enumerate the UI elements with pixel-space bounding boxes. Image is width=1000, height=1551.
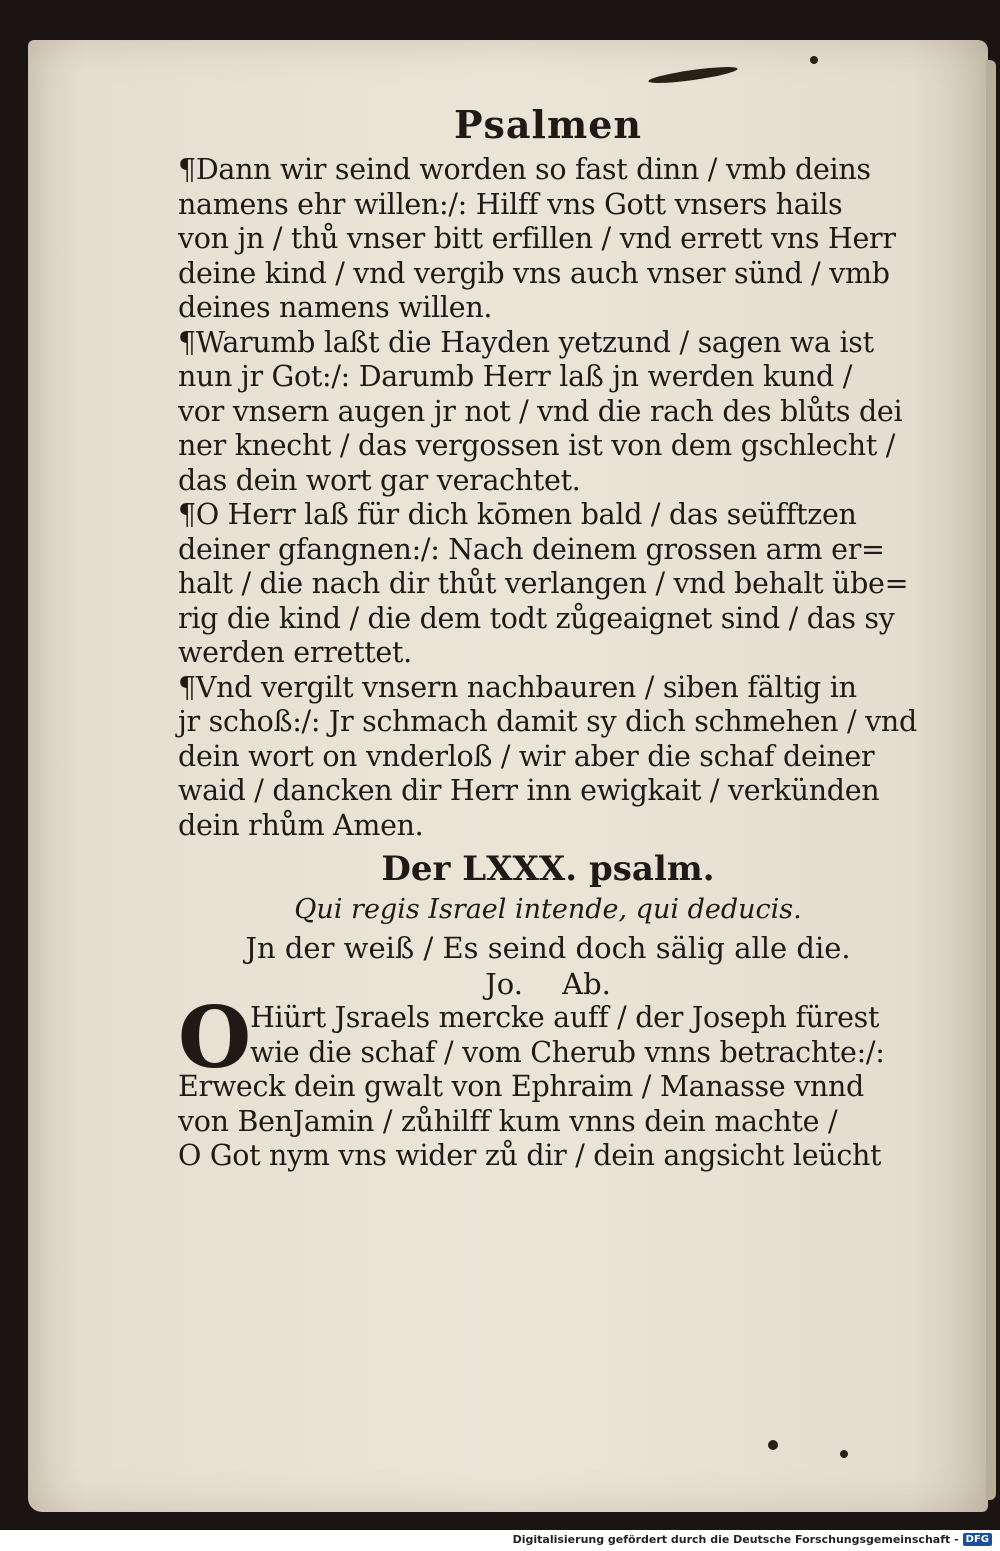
tune-note: Jn der weiß / Es seind doch sälig alle die. [245, 931, 851, 965]
text-line: namens ehr willen:/: Hilff vns Gott vnsers hails [178, 187, 843, 221]
text-line: halt / die nach dir thůt verlangen / vnd behalt übe= [178, 567, 909, 600]
stanza-2 [178, 326, 918, 499]
text-line: ¶Vnd vergilt vnsern nachbauren / siben fältig in [178, 670, 857, 704]
latin-incipit: Qui regis Israel intende, qui deducis. [294, 894, 802, 925]
text-line: werden errettet. [178, 636, 412, 669]
text-line: das dein wort gar verachtet. [178, 463, 581, 497]
drop-cap: O [178, 988, 252, 1087]
funding-credit: Digitalisierung gefördert durch die Deutsche Forschungsgemeinschaft - [512, 1532, 959, 1546]
psalm-title: Der LXXX. psalm. [381, 849, 715, 889]
book-page [28, 40, 988, 1512]
text-line: ner knecht / das vergossen ist von dem gschlecht / [178, 429, 896, 462]
text-line: vor vnsern augen jr not / vnd die rach des blůts dei [178, 394, 903, 428]
page-edge [986, 60, 996, 1500]
text-line: Erweck dein gwalt von Ephraim / Manasse vnnd [178, 1070, 864, 1103]
text-line: nun jr Got:/: Darumb Herr laß jn werden kund / [178, 360, 853, 393]
text-line: ¶O Herr laß für dich kōmen bald / das seüfftzen [178, 498, 857, 531]
page-text [178, 102, 918, 1174]
text-line: dein rhům Amen. [178, 808, 424, 842]
text-line: O Got nym vns wider zů dir / dein angsicht leücht [178, 1139, 882, 1172]
text-line: Hiürt Jsraels mercke auff / der Joseph fürest [250, 1001, 880, 1034]
text-line: dein wort on vnderloß / wir aber die schaf deiner [178, 739, 875, 773]
text-line: deines namens willen. [178, 291, 493, 324]
text-line: rig die kind / die dem todt zůgeaignet sind / das sy [178, 601, 895, 635]
dfg-logo: DFG [963, 1533, 992, 1546]
stanza-4 [178, 671, 918, 844]
text-line: ¶Dann wir seind worden so fast dinn / vmb deins [178, 153, 871, 186]
paper-damage [840, 1450, 848, 1458]
text-line: deiner gfangnen:/: Nach deinem grossen arm er= [178, 532, 885, 566]
paper-damage [810, 56, 818, 64]
text-line: ¶Warumb laßt die Hayden yetzund / sagen wa ist [178, 325, 874, 359]
funding-footer [513, 1530, 992, 1548]
text-line: jr schoß:/: Jr schmach damit sy dich schmehen / vnd [178, 705, 917, 738]
text-line: deine kind / vnd vergib vns auch vnser sünd / vmb [178, 256, 890, 290]
voice-parts: Jo. Ab. [485, 967, 611, 1001]
text-line: von jn / thů vnser bitt erfillen / vnd errett vns Herr [178, 222, 896, 255]
running-header: Psalmen [453, 102, 643, 147]
text-line: von BenJamin / zůhilff kum vnns dein machte / [178, 1104, 838, 1138]
stanza-5 [178, 988, 918, 1174]
stanza-1 [178, 153, 918, 326]
text-line: wie die schaf / vom Cherub vnns betrachte:/: [250, 1035, 885, 1069]
text-line: waid / dancken dir Herr inn ewigkait / verkünden [178, 774, 880, 807]
paper-damage [648, 64, 739, 86]
paper-damage [768, 1440, 778, 1450]
stanza-3 [178, 498, 918, 671]
